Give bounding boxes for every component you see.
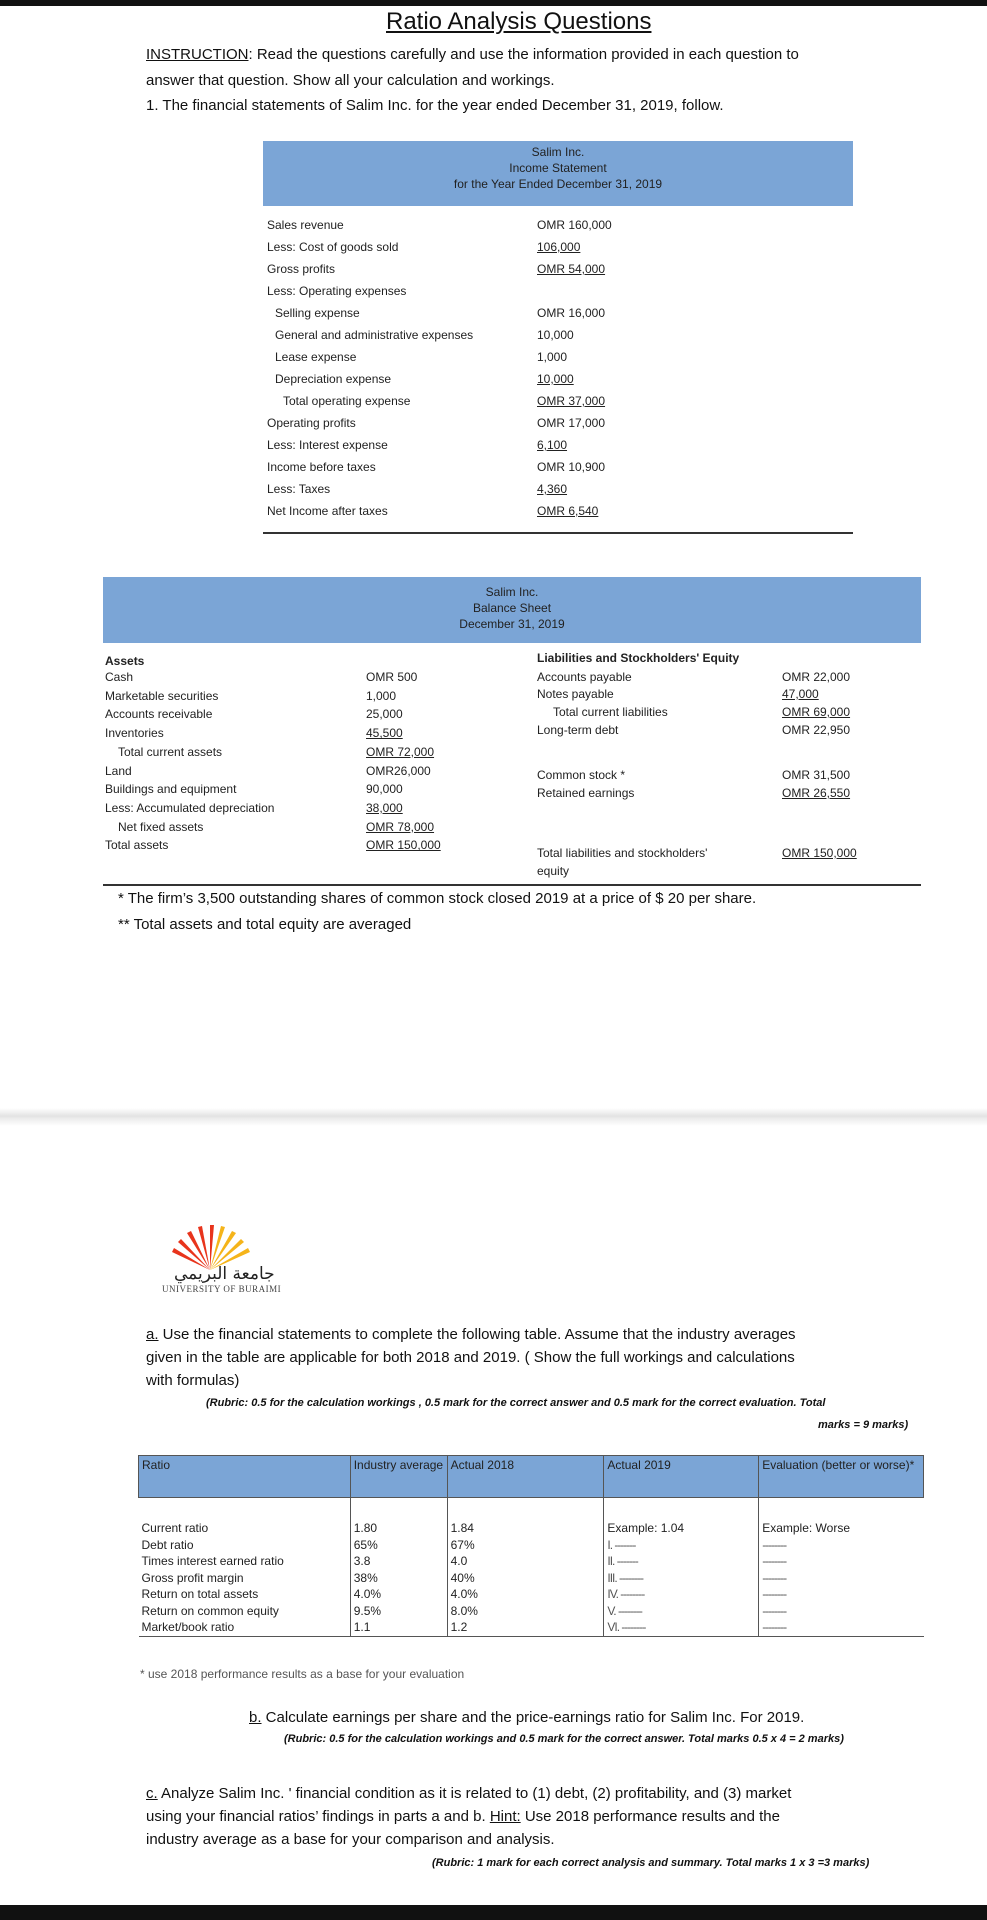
liability-row-label: Notes payable bbox=[537, 687, 614, 701]
asset-row-value: OMR 150,000 bbox=[366, 838, 441, 853]
income-bottom-rule bbox=[263, 532, 853, 534]
income-row-label: Less: Taxes bbox=[267, 482, 331, 496]
ratio-footnote: * use 2018 performance results as a base for your evaluation bbox=[140, 1667, 465, 1681]
cell-a2019: V. -------- bbox=[604, 1603, 759, 1620]
cell-ratio: Times interest earned ratio bbox=[141, 1554, 284, 1568]
table-row bbox=[139, 1553, 924, 1570]
balance-bottom-rule bbox=[103, 884, 921, 886]
asset-row-label: Total current assets bbox=[118, 744, 223, 759]
part-a-letter: a. bbox=[146, 1326, 159, 1343]
liability-row-label: Total current liabilities bbox=[553, 705, 668, 719]
header-actual-2018: Actual 2018 bbox=[447, 1456, 604, 1498]
assets-heading: Assets bbox=[105, 654, 145, 668]
cell-a2019: Example: 1.04 bbox=[604, 1498, 759, 1537]
asset-row-label: Land bbox=[105, 763, 132, 778]
table-row bbox=[139, 1586, 924, 1603]
cell-industry: 3.8 bbox=[350, 1553, 447, 1570]
liability-row-label-2: equity bbox=[537, 864, 570, 878]
income-row-value: OMR 54,000 bbox=[537, 262, 606, 276]
part-c-letter: c. bbox=[146, 1785, 158, 1802]
part-c-rubric: (Rubric: 1 mark for each correct analysis and summary. Total marks 1 x 3 =3 marks) bbox=[432, 1857, 870, 1869]
cell-a2018: 4.0 bbox=[447, 1553, 604, 1570]
income-row-value: OMR 17,000 bbox=[537, 416, 606, 430]
cell-eval: -------- bbox=[759, 1586, 924, 1603]
cell-eval: -------- bbox=[759, 1603, 924, 1620]
income-row-value: OMR 160,000 bbox=[537, 218, 612, 232]
income-statement-header bbox=[263, 141, 853, 206]
header-actual-2019: Actual 2019 bbox=[604, 1456, 759, 1498]
asset-row-label: Inventories bbox=[105, 726, 164, 741]
part-b-line bbox=[249, 1707, 804, 1729]
part-a-rubric-2: marks = 9 marks) bbox=[818, 1419, 909, 1431]
page-title: Ratio Analysis Questions bbox=[386, 8, 652, 35]
note-outstanding-shares: * The firm’s 3,500 outstanding shares of common stock closed 2019 at a price of $ 20 per share. bbox=[118, 890, 757, 907]
income-row-label: Less: Interest expense bbox=[267, 438, 388, 452]
cell-ratio: Return on common equity bbox=[141, 1603, 279, 1618]
part-c-hint: Hint: bbox=[489, 1808, 521, 1825]
balance-sheet-header bbox=[103, 577, 921, 643]
cell-industry: 9.5% bbox=[350, 1603, 447, 1620]
cell-ratio: Debt ratio bbox=[141, 1537, 194, 1552]
income-title: Income Statement bbox=[509, 161, 607, 175]
table-row bbox=[139, 1619, 924, 1636]
balance-title: Balance Sheet bbox=[472, 601, 552, 615]
liability-row-label: Total liabilities and stockholders' bbox=[537, 846, 708, 860]
table-row bbox=[139, 1570, 924, 1587]
part-b-rubric: (Rubric: 0.5 for the calculation workings and 0.5 mark for the correct answer. Total marks 0.5 x 4 = 2 marks) bbox=[284, 1733, 844, 1745]
cell-ratio: Gross profit margin bbox=[141, 1570, 244, 1585]
balance-company: Salim Inc. bbox=[485, 585, 539, 599]
income-row-value: 10,000 bbox=[537, 328, 574, 342]
cell-ratio: Return on total assets bbox=[141, 1587, 259, 1601]
income-row-label: Lease expense bbox=[275, 350, 357, 364]
income-row-value: 6,100 bbox=[537, 438, 568, 452]
cell-a2018: 1.2 bbox=[447, 1619, 604, 1636]
cell-a2018: 1.84 bbox=[447, 1498, 604, 1537]
liability-row-value: OMR 22,950 bbox=[782, 723, 851, 737]
cell-industry: 4.0% bbox=[350, 1586, 447, 1603]
income-row-value: OMR 16,000 bbox=[537, 306, 606, 320]
header-ratio: Ratio bbox=[139, 1456, 351, 1498]
income-row-label: General and administrative expenses bbox=[275, 328, 474, 342]
asset-row-value: OMR 78,000 bbox=[366, 819, 435, 834]
part-c-text-2b: Use 2018 performance results and the bbox=[520, 1808, 780, 1825]
instruction-text: : Read the questions carefully and use the information provided in each question to bbox=[248, 46, 799, 63]
income-row-label: Selling expense bbox=[275, 306, 360, 320]
asset-row-label: Less: Accumulated depreciation bbox=[105, 800, 275, 815]
cell-eval: -------- bbox=[759, 1619, 924, 1636]
income-row-label: Operating profits bbox=[267, 416, 356, 430]
asset-row-value: OMR 72,000 bbox=[366, 744, 435, 759]
liability-row-value: 47,000 bbox=[782, 687, 819, 701]
liabilities-heading: Liabilities and Stockholders' Equity bbox=[537, 651, 740, 665]
liability-row-value: OMR 31,500 bbox=[782, 768, 851, 782]
cell-industry: 65% bbox=[350, 1537, 447, 1554]
liability-row-label: Retained earnings bbox=[537, 786, 635, 800]
part-c-text-2: using your financial ratios’ findings in parts a and b. bbox=[146, 1808, 490, 1825]
cell-eval: -------- bbox=[759, 1570, 924, 1587]
asset-row-value: 1,000 bbox=[366, 688, 397, 703]
income-row-label: Net Income after taxes bbox=[267, 504, 388, 518]
part-a-rubric-1: (Rubric: 0.5 for the calculation workings , 0.5 mark for the correct answer and 0.5 mark for the correct evaluation. Total bbox=[206, 1397, 826, 1409]
asset-row-label: Cash bbox=[105, 670, 134, 684]
liability-row-value: OMR 69,000 bbox=[782, 705, 851, 719]
cell-a2018: 67% bbox=[447, 1537, 604, 1554]
logo-english-text: UNIVERSITY OF BURAIMI bbox=[162, 1284, 282, 1294]
asset-row-label: Marketable securities bbox=[105, 688, 219, 703]
part-a-line-2: given in the table are applicable for both 2018 and 2019. ( Show the full workings and calculations bbox=[146, 1349, 795, 1366]
income-row-value: 10,000 bbox=[537, 372, 574, 386]
liability-row-value: OMR 26,550 bbox=[782, 786, 851, 800]
income-period: for the Year Ended December 31, 2019 bbox=[453, 177, 663, 191]
income-row-label: Sales revenue bbox=[267, 218, 344, 232]
liability-row-label: Long-term debt bbox=[537, 723, 619, 737]
cell-ratio: Current ratio bbox=[141, 1521, 209, 1535]
cell-eval: -------- bbox=[759, 1553, 924, 1570]
cell-industry: 38% bbox=[350, 1570, 447, 1587]
ratio-table bbox=[138, 1455, 924, 1637]
page-separator bbox=[0, 1108, 987, 1126]
header-evaluation: Evaluation (better or worse)* bbox=[759, 1456, 924, 1498]
income-row-label: Less: Cost of goods sold bbox=[267, 240, 399, 254]
cell-a2019: III. -------- bbox=[604, 1570, 759, 1587]
part-b-letter: b. bbox=[249, 1709, 262, 1726]
part-a-line-3: with formulas) bbox=[146, 1372, 240, 1389]
part-a-text: Use the financial statements to complete the following table. Assume that the industry averages bbox=[158, 1326, 796, 1343]
asset-row-value: OMR26,000 bbox=[366, 763, 431, 778]
liability-row-value: OMR 150,000 bbox=[782, 846, 857, 860]
instruction-line-2: answer that question. Show all your calculation and workings. bbox=[146, 72, 555, 89]
cell-a2018: 4.0% bbox=[447, 1586, 604, 1603]
part-c-text-1: Analyze Salim Inc. ' financial condition as it is related to (1) debt, (2) profitability, and (3) market bbox=[157, 1785, 792, 1802]
asset-row-label: Buildings and equipment bbox=[105, 782, 237, 797]
table-row bbox=[139, 1498, 924, 1537]
balance-date: December 31, 2019 bbox=[459, 617, 565, 631]
table-row bbox=[139, 1537, 924, 1554]
liability-row-value: OMR 22,000 bbox=[782, 670, 851, 684]
part-c-line-2 bbox=[146, 1806, 780, 1828]
income-row-label: Depreciation expense bbox=[275, 372, 392, 386]
cell-industry: 1.1 bbox=[350, 1619, 447, 1636]
table-row bbox=[139, 1603, 924, 1620]
cell-a2019: IV. -------- bbox=[604, 1586, 759, 1603]
asset-row-value: 90,000 bbox=[366, 782, 403, 797]
asset-row-value: 25,000 bbox=[366, 707, 403, 722]
question-1: 1. The financial statements of Salim Inc. for the year ended December 31, 2019, follow. bbox=[146, 97, 724, 114]
asset-row-value: 38,000 bbox=[366, 800, 403, 815]
income-row-label: Income before taxes bbox=[267, 460, 376, 474]
cell-eval: -------- bbox=[759, 1537, 924, 1554]
asset-row-label: Total assets bbox=[105, 838, 169, 853]
income-row-label: Gross profits bbox=[267, 262, 336, 276]
part-c-line-3: industry average as a base for your comparison and analysis. bbox=[146, 1831, 555, 1848]
note-averaged: ** Total assets and total equity are averaged bbox=[118, 916, 412, 933]
bottom-border bbox=[0, 1905, 987, 1920]
cell-a2019: I. ------- bbox=[604, 1537, 759, 1554]
income-company: Salim Inc. bbox=[531, 145, 585, 159]
asset-row-value: 45,500 bbox=[366, 726, 403, 741]
liability-row-label: Accounts payable bbox=[537, 670, 632, 684]
cell-a2018: 8.0% bbox=[447, 1603, 604, 1620]
part-c-line-1 bbox=[146, 1783, 791, 1805]
cell-a2019: II. ------- bbox=[604, 1553, 759, 1570]
income-row-label: Total operating expense bbox=[283, 394, 411, 408]
cell-a2019: VI. -------- bbox=[604, 1619, 759, 1636]
asset-row-value: OMR 500 bbox=[366, 670, 418, 684]
liability-row-label: Common stock * bbox=[537, 768, 626, 782]
top-border bbox=[0, 0, 987, 6]
income-row-value: 1,000 bbox=[537, 350, 568, 364]
income-row-value: OMR 10,900 bbox=[537, 460, 606, 474]
instruction-label: INSTRUCTION bbox=[146, 46, 249, 63]
logo-arabic-text: جامعة البريمي bbox=[174, 1264, 275, 1284]
cell-industry: 1.80 bbox=[350, 1498, 447, 1537]
income-row-value: OMR 37,000 bbox=[537, 394, 606, 408]
header-industry: Industry average bbox=[350, 1456, 447, 1498]
part-b-text: Calculate earnings per share and the price-earnings ratio for Salim Inc. For 2019. bbox=[261, 1709, 805, 1726]
part-a-line-1 bbox=[146, 1324, 796, 1346]
cell-ratio: Market/book ratio bbox=[139, 1619, 351, 1636]
instruction-line-1 bbox=[146, 44, 799, 66]
asset-row-label: Accounts receivable bbox=[105, 707, 213, 722]
income-row-value: 106,000 bbox=[537, 240, 581, 254]
income-row-value: 4,360 bbox=[537, 482, 568, 496]
asset-row-label: Net fixed assets bbox=[118, 819, 204, 834]
income-row-label: Less: Operating expenses bbox=[267, 284, 407, 298]
cell-a2018: 40% bbox=[447, 1570, 604, 1587]
income-row-value: OMR 6,540 bbox=[537, 504, 599, 518]
cell-eval: Example: Worse bbox=[759, 1498, 924, 1537]
ratio-table-header bbox=[139, 1456, 924, 1498]
